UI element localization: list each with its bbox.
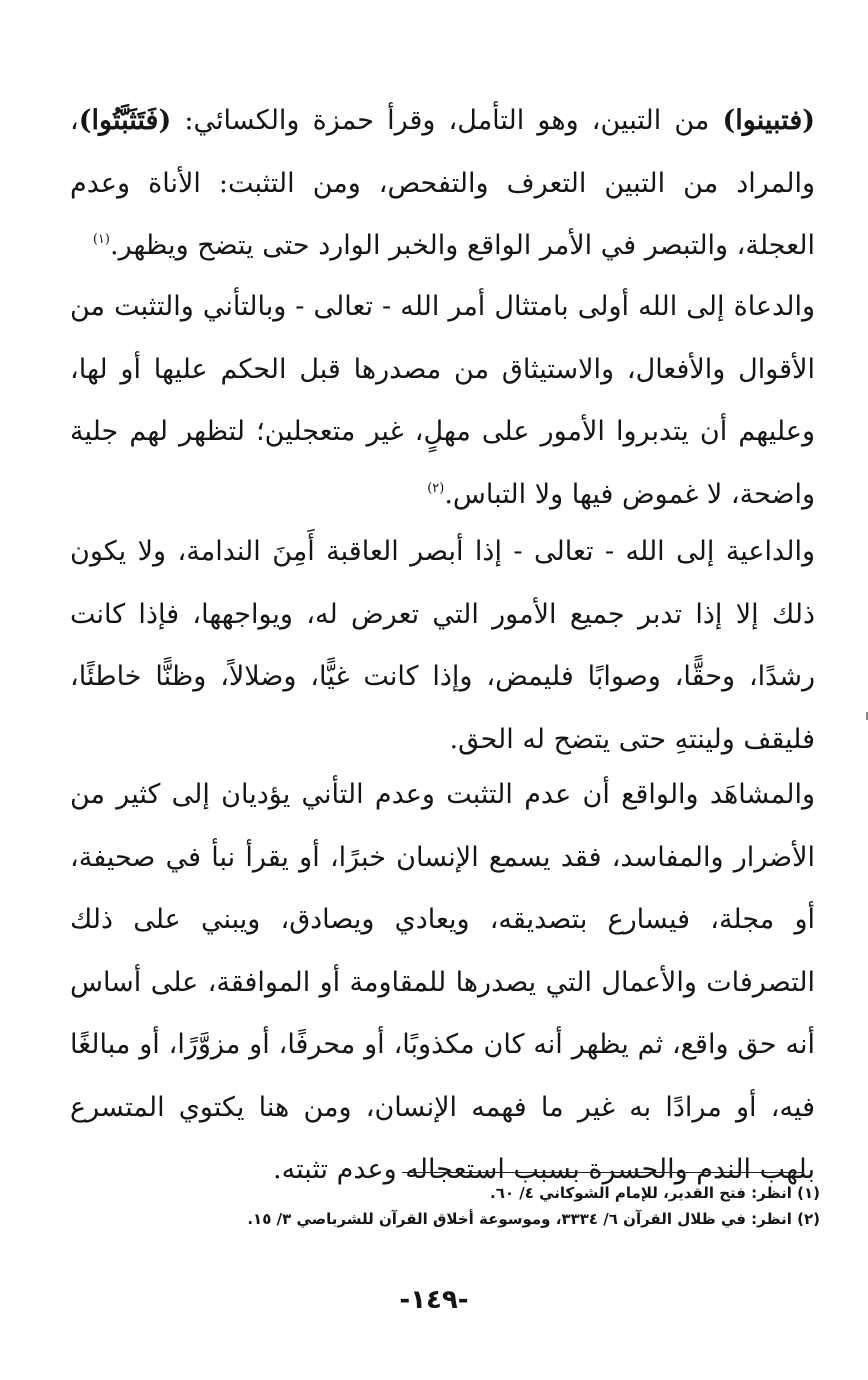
paragraph-3 [70,521,815,771]
footnotes [200,1180,820,1232]
footnote-divider [402,1172,804,1173]
paragraph-text: والدعاة إلى الله أولى بامتثال أمر الله - تعالى - وبالتأني والتثبت من الأقوال والأفعال، والاستيثاق من مصدرها قبل الحكم عليها أو لها، وعليهم أن يتدبروا الأمور على مهلٍ، غير متعجلين؛ لتظهر لهم جلية واضحة، لا غموض فيها ولا التباس. [70,291,815,510]
paragraph-text: والمشاهَد والواقع أن عدم التثبت وعدم التأني يؤديان إلى كثير من الأضرار والمفاسد، فقد يسمع الإنسان خبرًا، أو يقرأ نبأ في صحيفة، أو مجلة، فيسارع بتصديقه، ويعادي ويصادق، ويبني على ذلك التصرفات والأعمال التي يصدرها للمقاومة أو الموافقة، على أساس أنه حق واقع، ثم يظهر أنه كان مكذوبًا، أو محرفًا، أو مزوَّرًا، أو مبالغًا فيه، أو مرادًا به غير ما فهمه الإنسان، ومن هنا يكتوي المتسرع بلهب الندم والحسرة بسبب استعجاله وعدم تثبته. [70,779,815,1185]
quoted-word: (فَتَثَبَّتُوا) [78,105,172,136]
paragraph-text: من التبين، وهو التأمل، وقرأ حمزة والكسائي: [171,105,723,136]
footnote-1: (١) انظر: فتح القدير، للإمام الشوكاني ٤/ ٦٠. [490,1184,820,1202]
page-number: -١٤٩- [399,1285,469,1315]
paragraph-text: والداعية إلى الله - تعالى - إذا أبصر العاقبة أَمِنَ الندامة، ولا يكون ذلك إلا إذا تدبر جميع الأمور التي تعرض له، ويواجهها، فإذا كانت رشدًا، وحقًّا، وصوابًا فليمض، وإذا كانت غيًّا، وضلالاً، وظنًّا خاطئًا، فليقف ولينتهِ حتى يتضح له الحق. [70,536,815,755]
footnote-reference: (١) [92,232,110,247]
paragraph-4 [70,764,815,1202]
quoted-word: (فتبينوا) [722,105,815,136]
footnote-2: (٢) انظر: في ظلال القرآن ٦/ ٣٣٣٤، وموسوعة أخلاق القرآن للشرباصي ٣/ ١٥. [247,1210,820,1228]
footnote-reference: (٢) [427,480,445,496]
paragraph-1 [70,90,815,278]
paragraph-2 [70,276,815,526]
paragraph-text: ، والمراد من التبين التعرف والتفحص، ومن التثبت: الأناة وعدم العجلة، والتبصر في الأمر الواقع والخبر الوارد حتى يتضح ويظهر. [70,105,815,261]
